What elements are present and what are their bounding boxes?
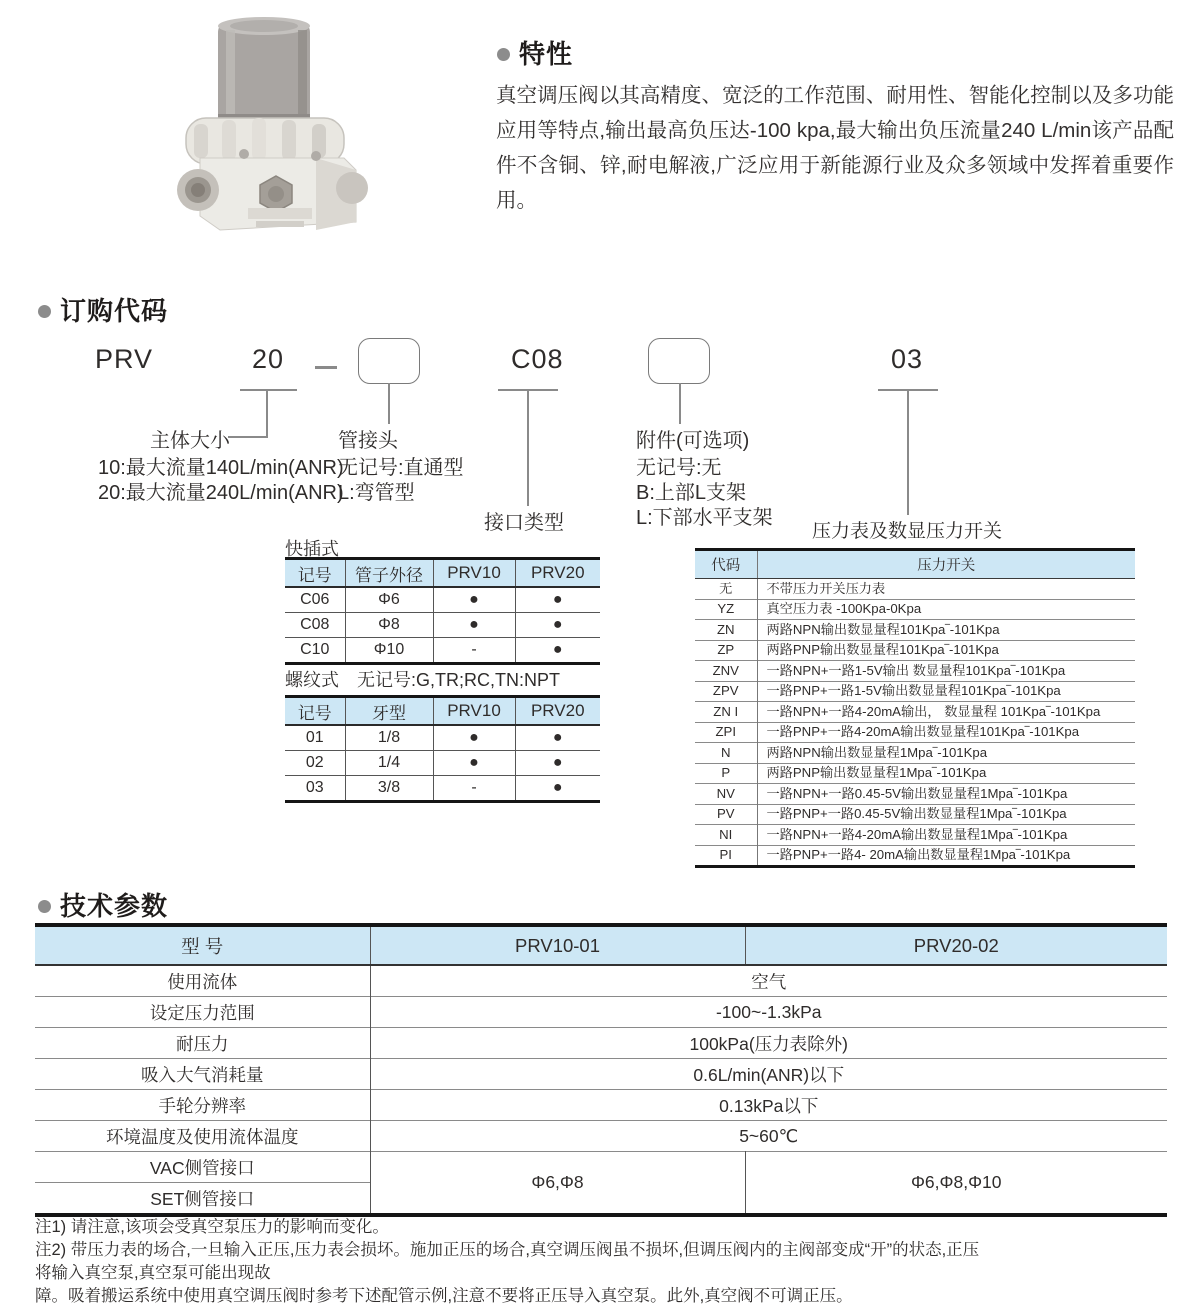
column-header: PRV10 — [433, 559, 515, 588]
table-cell: 03 — [285, 776, 345, 802]
table-header-row — [285, 559, 600, 588]
table-row — [695, 825, 1135, 846]
port-type-label: 接口类型 — [484, 512, 564, 534]
table-cell: ● — [433, 751, 515, 776]
accessory-option: B:上部L支架 — [636, 482, 747, 504]
table-row — [695, 763, 1135, 784]
table-row — [695, 804, 1135, 825]
table-cell: 两路NPN输出数显量程1Mpa‾-101Kpa — [757, 743, 1135, 764]
code-part-prv: PRV — [95, 344, 154, 374]
footnote-line: 将输入真空泵,真空泵可能出现故 — [35, 1264, 271, 1282]
product-photo — [148, 6, 403, 234]
spec-value: 0.13kPa以下 — [370, 1090, 1167, 1121]
code-part-port: C08 — [511, 344, 564, 374]
spec-value: 空气 — [370, 965, 1167, 997]
column-header: 代码 — [695, 550, 757, 579]
gauge-table-label: 压力表及数显压力开关 — [812, 521, 1003, 542]
spec-label: VAC侧管接口 — [35, 1152, 370, 1183]
table-cell: C10 — [285, 638, 345, 664]
spec-label: 手轮分辨率 — [35, 1090, 370, 1121]
column-header: 记号 — [285, 697, 345, 726]
column-header: PRV10 — [433, 697, 515, 726]
table-row — [285, 776, 600, 802]
connector-line — [907, 391, 909, 515]
accessory-option: 无记号:无 — [636, 457, 722, 479]
table-row — [285, 587, 600, 613]
body-size-title: 主体大小 — [150, 430, 230, 452]
table-row — [285, 725, 600, 751]
regulator-knob — [218, 17, 310, 126]
code-dash — [315, 366, 337, 369]
connector-line — [527, 391, 529, 506]
table-cell: ZP — [695, 640, 757, 661]
table-cell: ● — [515, 776, 600, 802]
column-header: 牙型 — [345, 697, 433, 726]
table-cell: Φ10 — [345, 638, 433, 664]
table-cell: 一路NPN+一路4-20mA输出， 数显量程 101Kpa‾-101Kpa — [757, 702, 1135, 723]
table-row — [695, 599, 1135, 620]
table-cell: 无 — [695, 579, 757, 600]
table-cell: 1/8 — [345, 725, 433, 751]
spec-value: 5~60℃ — [370, 1121, 1167, 1152]
connector-line — [679, 383, 681, 424]
table-row — [285, 638, 600, 664]
spec-value: Φ6,Φ8,Φ10 — [745, 1152, 1167, 1216]
table-cell: P — [695, 763, 757, 784]
table-row — [695, 784, 1135, 805]
footnotes — [35, 1216, 1185, 1308]
table-cell: - — [433, 776, 515, 802]
spec-label: 设定压力范围 — [35, 997, 370, 1028]
table-row — [35, 1152, 1167, 1183]
section-bullet-icon — [38, 305, 51, 318]
features-paragraph: 真空调压阀以其高精度、宽泛的工作范围、耐用性、智能化控制以及多功能应用等特点,输出最高负压达-100 kpa,最大输出负压流量240 L/min该产品配件不含铜、锌,耐电解液,广泛应用于新能源行业及众多领域中发挥着重要作用。 — [496, 84, 1174, 212]
table-cell: ● — [515, 638, 600, 664]
table-row — [35, 965, 1167, 997]
quick-insert-table — [285, 557, 600, 665]
table-cell: ZPI — [695, 722, 757, 743]
table-cell: NV — [695, 784, 757, 805]
table-header-row — [695, 550, 1135, 579]
accessory-option: L:下部水平支架 — [636, 507, 773, 529]
table-row — [285, 751, 600, 776]
table-row — [695, 620, 1135, 641]
table-row — [695, 722, 1135, 743]
valve-body — [177, 149, 368, 230]
table-cell: ZPV — [695, 681, 757, 702]
table-cell: 一路NPN+一路1-5V输出 数显量程101Kpa‾-101Kpa — [757, 661, 1135, 682]
fitting-option: 无记号:直通型 — [338, 457, 464, 479]
table-cell: 一路PNP+一路0.45-5V输出数显量程1Mpa‾-101Kpa — [757, 804, 1135, 825]
table-cell: ● — [515, 587, 600, 613]
specs-title: 技术参数 — [60, 891, 169, 921]
table-header-row — [285, 697, 600, 726]
threaded-table — [285, 695, 600, 803]
table-cell: ● — [515, 613, 600, 638]
table-cell: 3/8 — [345, 776, 433, 802]
connector-line — [240, 389, 297, 391]
option-box — [648, 338, 710, 384]
threaded-label: 螺纹式 — [285, 670, 339, 690]
threaded-note: 无记号:G,TR;RC,TN:NPT — [357, 670, 560, 690]
table-cell: ● — [433, 587, 515, 613]
table-cell: 一路PNP+一路4- 20mA输出数显量程1Mpa‾-101Kpa — [757, 845, 1135, 867]
connector-line — [266, 391, 268, 437]
code-part-size: 20 — [252, 344, 285, 374]
table-row — [35, 1059, 1167, 1090]
table-cell: ● — [515, 725, 600, 751]
table-cell: 一路PNP+一路4-20mA输出数显量程101Kpa‾-101Kpa — [757, 722, 1135, 743]
column-header: 型 号 — [35, 925, 370, 965]
table-cell: Φ6 — [345, 587, 433, 613]
footnote-line: 注2) 带压力表的场合,一旦输入正压,压力表会损坏。施加正压的场合,真空调压阀虽不损坏,但调压阀内的主阀部变成“开”的状态,正压 — [35, 1241, 980, 1259]
table-cell: Φ8 — [345, 613, 433, 638]
spec-value: Φ6,Φ8 — [370, 1152, 745, 1216]
table-cell: 两路NPN输出数显量程101Kpa‾-101Kpa — [757, 620, 1135, 641]
table-cell: 02 — [285, 751, 345, 776]
option-box — [358, 338, 420, 384]
code-part-gauge: 03 — [891, 344, 924, 374]
table-cell: ZN I — [695, 702, 757, 723]
spec-label: 环境温度及使用流体温度 — [35, 1121, 370, 1152]
table-header-row — [35, 925, 1167, 965]
table-cell: ● — [433, 613, 515, 638]
fitting-option: L:弯管型 — [338, 482, 415, 504]
footnote-line: 障。吸着搬运系统中使用真空调压阀时参考下述配管示例,注意不要将正压导入真空泵。此外,真空阀不可调正压。 — [35, 1287, 853, 1305]
table-row — [695, 661, 1135, 682]
table-cell: - — [433, 638, 515, 664]
table-row — [35, 1028, 1167, 1059]
table-cell: ● — [433, 725, 515, 751]
spec-value: -100~-1.3kPa — [370, 997, 1167, 1028]
accessory-title: 附件(可选项) — [636, 430, 750, 452]
table-row — [35, 1121, 1167, 1152]
section-bullet-icon — [497, 48, 510, 61]
table-row — [695, 579, 1135, 600]
column-header: PRV20 — [515, 559, 600, 588]
table-row — [695, 702, 1135, 723]
table-row — [695, 845, 1135, 867]
table-cell: YZ — [695, 599, 757, 620]
table-cell: 两路PNP输出数显量程101Kpa‾-101Kpa — [757, 640, 1135, 661]
table-row — [695, 743, 1135, 764]
table-row — [35, 997, 1167, 1028]
table-cell: ZNV — [695, 661, 757, 682]
footnote-line: 注1) 请注意,该项会受真空泵压力的影响而变化。 — [35, 1218, 389, 1236]
table-cell: 1/4 — [345, 751, 433, 776]
table-cell: 一路NPN+一路4-20mA输出数显量程1Mpa‾-101Kpa — [757, 825, 1135, 846]
spec-label: SET侧管接口 — [35, 1183, 370, 1216]
table-cell: PV — [695, 804, 757, 825]
ordering-title: 订购代码 — [60, 296, 169, 326]
table-row — [695, 681, 1135, 702]
column-header: PRV10-01 — [370, 925, 745, 965]
quick-insert-label: 快插式 — [285, 539, 339, 559]
table-cell: PI — [695, 845, 757, 867]
section-bullet-icon — [38, 900, 51, 913]
spec-value: 100kPa(压力表除外) — [370, 1028, 1167, 1059]
column-header: PRV20-02 — [745, 925, 1167, 965]
table-cell: 01 — [285, 725, 345, 751]
pressure-switch-table — [695, 548, 1135, 868]
spec-value: 0.6L/min(ANR)以下 — [370, 1059, 1167, 1090]
fitting-title: 管接头 — [338, 430, 398, 452]
table-cell: ● — [515, 751, 600, 776]
features-title: 特性 — [519, 39, 574, 69]
column-header: 压力开关 — [757, 550, 1135, 579]
spec-label: 吸入大气消耗量 — [35, 1059, 370, 1090]
connector-line — [388, 383, 390, 424]
table-cell: 一路NPN+一路0.45-5V输出数显量程1Mpa‾-101Kpa — [757, 784, 1135, 805]
column-header: 管子外径 — [345, 559, 433, 588]
table-cell: 一路PNP+一路1-5V输出数显量程101Kpa‾-101Kpa — [757, 681, 1135, 702]
spec-label: 耐压力 — [35, 1028, 370, 1059]
table-cell: N — [695, 743, 757, 764]
table-cell: ZN — [695, 620, 757, 641]
table-cell: 不带压力开关压力表 — [757, 579, 1135, 600]
table-cell: 真空压力表 -100Kpa-0Kpa — [757, 599, 1135, 620]
spec-label: 使用流体 — [35, 965, 370, 997]
column-header: PRV20 — [515, 697, 600, 726]
table-row — [695, 640, 1135, 661]
table-row — [35, 1090, 1167, 1121]
spec-table — [35, 923, 1167, 1217]
body-size-option: 20:最大流量240L/min(ANR) — [98, 482, 344, 504]
table-cell: 两路PNP输出数显量程1Mpa‾-101Kpa — [757, 763, 1135, 784]
table-cell: C06 — [285, 587, 345, 613]
connector-line — [228, 436, 268, 438]
table-row — [285, 613, 600, 638]
table-cell: NI — [695, 825, 757, 846]
body-size-option: 10:最大流量140L/min(ANR) — [98, 457, 344, 479]
column-header: 记号 — [285, 559, 345, 588]
table-cell: C08 — [285, 613, 345, 638]
